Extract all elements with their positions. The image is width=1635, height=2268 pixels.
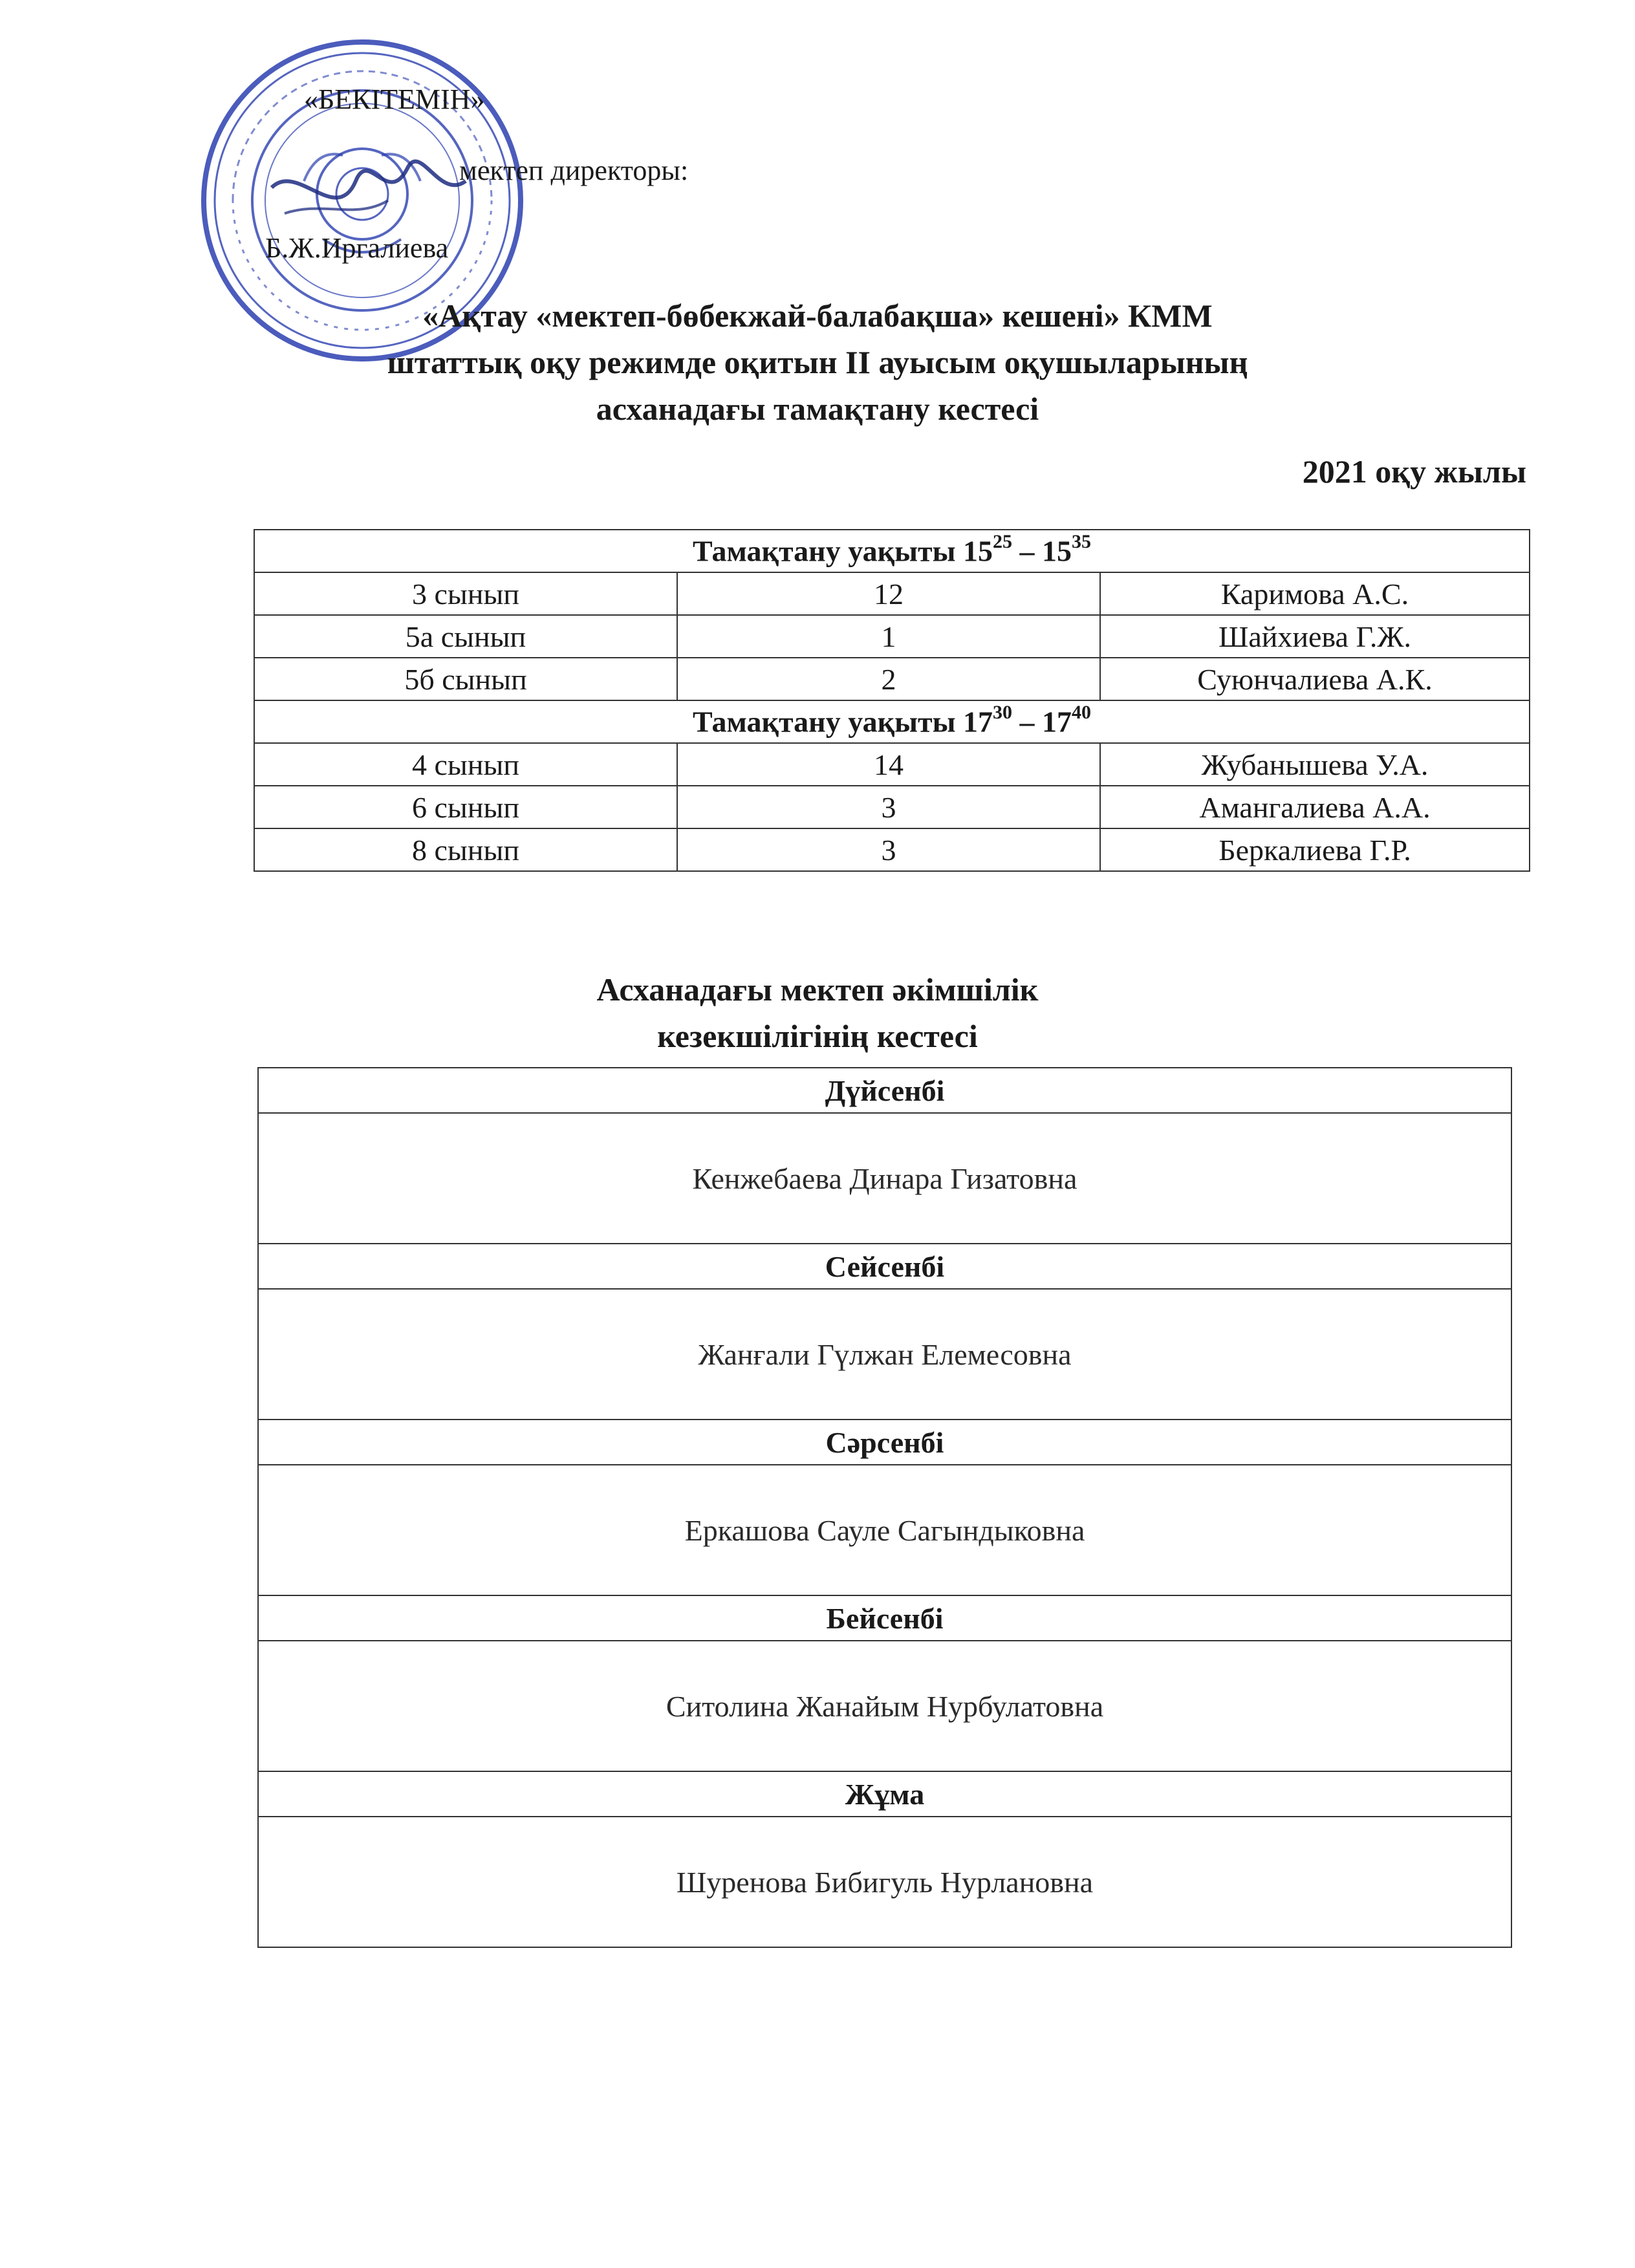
title-line-1: «Ақтау «мектеп-бөбекжай-балабақша» кешені» КММ — [422, 297, 1213, 334]
meal-time-label: Тамақтану уақыты 17 — [692, 705, 993, 739]
teacher-cell: Каримова А.С. — [1100, 572, 1530, 615]
count-cell: 3 — [677, 786, 1100, 828]
approval-director-name: Б.Ж.Иргалиева — [265, 232, 449, 264]
class-cell: 3 сынып — [254, 572, 677, 615]
title-line-2: штаттық оқу режимде оқитын ІІ ауысым оқушыларының — [387, 344, 1248, 380]
teacher-cell: Беркалиева Г.Р. — [1100, 828, 1530, 871]
count-cell: 1 — [677, 615, 1100, 658]
table-row — [254, 658, 1530, 700]
table-row — [254, 572, 1530, 615]
table-row — [254, 743, 1530, 786]
meal-time-label: Тамақтану уақыты 15 — [692, 534, 993, 568]
title-line-3: асханадағы тамақтану кестесі — [596, 391, 1039, 427]
count-cell: 2 — [677, 658, 1100, 700]
teacher-cell: Шайхиева Г.Ж. — [1100, 615, 1530, 658]
class-cell: 5б сынып — [254, 658, 677, 700]
meal-time-end-hour: – 15 — [1012, 534, 1072, 568]
meal-time-end-minutes: 40 — [1072, 702, 1092, 724]
count-cell: 12 — [677, 572, 1100, 615]
duty-day-cell: Сәрсенбі — [258, 1420, 1511, 1465]
duty-day-cell: Сейсенбі — [258, 1244, 1511, 1289]
teacher-cell: Жубанышева У.А. — [1100, 743, 1530, 786]
count-cell: 14 — [677, 743, 1100, 786]
duty-title-line-1: Асханадағы мектеп әкімшілік — [596, 971, 1039, 1008]
duty-day-row — [258, 1595, 1511, 1641]
duty-day-row — [258, 1244, 1511, 1289]
duty-schedule-title — [0, 966, 1635, 1059]
duty-name-row — [258, 1113, 1511, 1244]
class-cell: 8 сынып — [254, 828, 677, 871]
class-cell: 4 сынып — [254, 743, 677, 786]
approval-director-label: мектеп директоры: — [459, 155, 689, 186]
duty-person-cell: Жанғали Гүлжан Елемесовна — [258, 1289, 1511, 1420]
meal-time-header-row — [254, 530, 1530, 572]
duty-person-cell: Шуренова Бибигуль Нурлановна — [258, 1817, 1511, 1947]
duty-day-cell: Бейсенбі — [258, 1595, 1511, 1641]
duty-schedule-table — [257, 1067, 1512, 1948]
meal-schedule-table — [254, 529, 1530, 872]
duty-day-row — [258, 1068, 1511, 1113]
meal-time-header — [254, 700, 1530, 743]
class-cell: 5а сынып — [254, 615, 677, 658]
duty-day-row — [258, 1420, 1511, 1465]
duty-person-cell: Кенжебаева Динара Гизатовна — [258, 1113, 1511, 1244]
duty-person-cell: Ситолина Жанайым Нурбулатовна — [258, 1641, 1511, 1771]
document-title — [0, 292, 1635, 432]
meal-time-header-row — [254, 700, 1530, 743]
duty-name-row — [258, 1641, 1511, 1771]
meal-time-end-hour: – 17 — [1012, 705, 1072, 739]
teacher-cell: Суюнчалиева А.К. — [1100, 658, 1530, 700]
approval-line-1: «БЕКІТЕМІН» — [304, 83, 485, 115]
count-cell: 3 — [677, 828, 1100, 871]
table-row — [254, 828, 1530, 871]
academic-year: 2021 оқу жылы — [1302, 453, 1526, 490]
duty-day-cell: Дүйсенбі — [258, 1068, 1511, 1113]
table-row — [254, 786, 1530, 828]
duty-title-line-2: кезекшілігінің кестесі — [657, 1018, 978, 1054]
teacher-cell: Амангалиева А.А. — [1100, 786, 1530, 828]
duty-name-row — [258, 1289, 1511, 1420]
class-cell: 6 сынып — [254, 786, 677, 828]
meal-time-start-minutes: 25 — [993, 531, 1013, 553]
meal-time-header — [254, 530, 1530, 572]
duty-name-row — [258, 1465, 1511, 1595]
duty-person-cell: Еркашова Сауле Сагындыковна — [258, 1465, 1511, 1595]
meal-time-start-minutes: 30 — [993, 702, 1013, 724]
duty-name-row — [258, 1817, 1511, 1947]
duty-day-row — [258, 1771, 1511, 1817]
meal-time-end-minutes: 35 — [1072, 531, 1092, 553]
table-row — [254, 615, 1530, 658]
duty-day-cell: Жұма — [258, 1771, 1511, 1817]
